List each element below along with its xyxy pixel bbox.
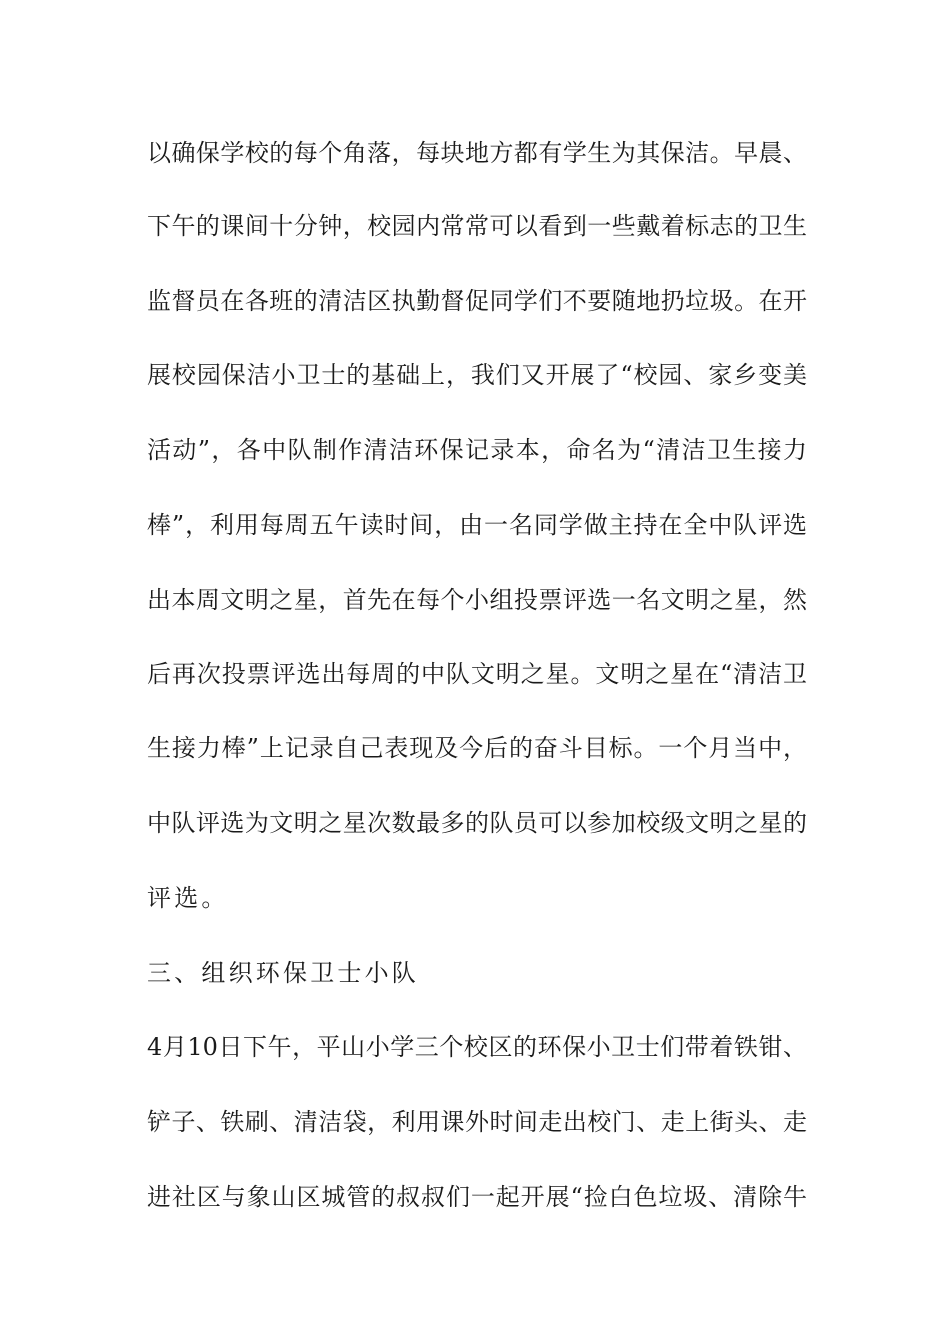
text-line: 生接力棒”上记录自己表现及今后的奋斗目标。一个月当中， bbox=[147, 734, 807, 762]
text-line: 出本周文明之星，首先在每个小组投票评选一名文明之星，然 bbox=[147, 586, 807, 614]
section-heading: 三、组织环保卫士小队 bbox=[147, 959, 419, 987]
text-line: 下午的课间十分钟，校园内常常可以看到一些戴着标志的卫生 bbox=[147, 212, 807, 240]
text-line: 后再次投票评选出每周的中队文明之星。文明之星在“清洁卫 bbox=[147, 660, 807, 688]
text-line: 铲子、铁刷、清洁袋，利用课外时间走出校门、走上街头、走 bbox=[147, 1108, 807, 1136]
text-line: 棒”，利用每周五午读时间，由一名同学做主持在全中队评选 bbox=[147, 511, 807, 539]
text-line: 监督员在各班的清洁区执勤督促同学们不要随地扔垃圾。在开 bbox=[147, 287, 807, 315]
text-line: 活动”，各中队制作清洁环保记录本，命名为“清洁卫生接力 bbox=[147, 436, 807, 464]
text-line: 进社区与象山区城管的叔叔们一起开展“捡白色垃圾、清除牛 bbox=[147, 1183, 807, 1211]
text-line: 4月10日下午，平山小学三个校区的环保小卫士们带着铁钳、 bbox=[147, 1033, 807, 1061]
text-line: 展校园保洁小卫士的基础上，我们又开展了“校园、家乡变美 bbox=[147, 361, 807, 389]
text-line: 评选。 bbox=[147, 884, 229, 912]
text-line: 以确保学校的每个角落，每块地方都有学生为其保洁。早晨、 bbox=[147, 139, 807, 167]
text-line: 中队评选为文明之星次数最多的队员可以参加校级文明之星的 bbox=[147, 809, 807, 837]
